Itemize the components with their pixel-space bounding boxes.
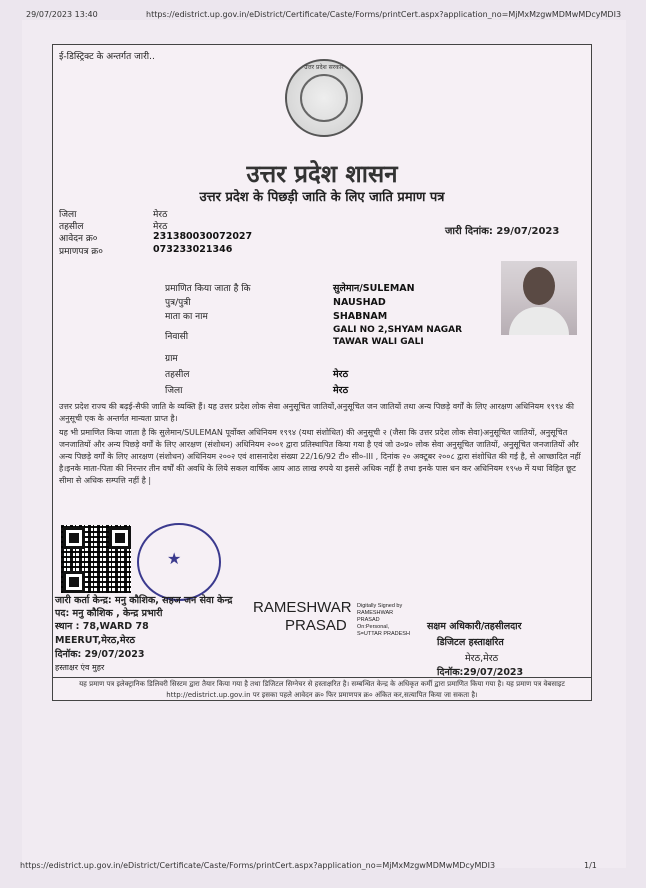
- application-no-label: आवेदन क्र०: [59, 234, 98, 244]
- district-detail-value: मेरठ: [333, 385, 349, 396]
- certificate: [52, 44, 592, 701]
- eligibility-paragraph: यह भी प्रमाणित किया जाता है कि सुलेमान/SULEMAN पूर्वोक्त अधिनियम १९९४ (यथा संशोधित) की अनुसूची २ (जैसा कि उत्तर प्रदेश लोक सेवा)अनुसूचित जातियों, अनुसूचित जनजातियों और अन्य पिछड़े वर्गों के लिए आरक्षण (संशोधन) अधिनियम २००१ द्वारा प्रतिस्थापित किया गया है एवं जो उ०प्र० लोक सेवा अनुसूचित जातियों, अनुसूचित जनजातियों और अन्य पिछड़े वर्गों के लिए आरक्षण (संशोधन) अधिनियम २००२ एवं शासनादेश संख्या 22/16/92 टी० सी०-III , दिनांक २० अक्टूबर २००८ द्वारा संशोधित की गई है, से आच्छादित नहीं है।इनके माता-पिता की निरन्तर तीन वर्षों की अवधि के लिये सकल वार्षिक आय आठ लाख रुपये या इससे अधिक नहीं है तथा इनके पास धन कर अधिनियम १९५७ में यथा विहित छूट सीमा से अधिक सम्पत्ति नहीं है |: [59, 428, 581, 485]
- up-government-emblem-icon: उत्तर प्रदेश सरकार: [285, 59, 363, 137]
- issuer-post: पद: मनु कौशिक , केन्द्र प्रभारी: [55, 608, 163, 619]
- tehsil-detail-label: तहसील: [165, 370, 190, 380]
- certificate-subtitle: उत्तर प्रदेश के पिछड़ी जाति के लिए जाति प्रमाण पत्र: [199, 190, 445, 205]
- father-label: पुत्र/पुत्री: [165, 298, 191, 308]
- print-datetime: 29/07/2023 13:40: [26, 10, 98, 19]
- verification-qr-code: [61, 525, 131, 593]
- tehsil-label: तहसील: [59, 222, 84, 232]
- digital-signer-name-1: RAMESHWAR: [253, 599, 352, 616]
- issuer-place: स्थान : 78,WARD 78: [55, 621, 149, 632]
- tehsil-value: मेरठ: [153, 222, 168, 232]
- scanned-paper: [22, 20, 626, 868]
- issued-under-note: ई-डिस्ट्रिक्ट के अन्तर्गत जारी..: [59, 52, 155, 62]
- officer-digital-sign: डिजिटल हस्ताक्षरित: [437, 637, 504, 648]
- officer-place: मेरठ,मेरठ: [465, 653, 499, 664]
- verification-footer-note: यह प्रमाण पत्र इलेक्ट्रानिक डिलिवरी सिस्टम द्वारा तैयार किया गया है तथा डिजिटल सिग्नेचर से हस्ताक्षरित है। सम्बन्धित केन्द्र के अधिकृत कर्मी द्वारा प्रमाणित किया गया है। यह प्रमाण पत्र वेबसाइट http://edistrict.up.gov.in पर इसका पहले आवेदन क्र० फिर प्रमाणपत्र क्र० अंकित कर,सत्यापित किया जा सकता है।: [79, 680, 565, 699]
- district-detail-label: जिला: [165, 386, 183, 396]
- district-label: जिला: [59, 210, 77, 220]
- issuing-center: जारी कर्ता केन्द्र: मनु कौशिक, सहज जन सेवा केन्द्र: [55, 595, 233, 606]
- holder-name: सुलेमान/SULEMAN: [333, 283, 415, 294]
- address-label: निवासी: [165, 332, 189, 342]
- village-label: ग्राम: [165, 354, 178, 364]
- caste-paragraph: उत्तर प्रदेश राज्य की बढ़ई-सैफी जाति के व्यक्ति हैं। यह उत्तर प्रदेश लोक सेवा अनुसूचित जातियों,अनुसूचित जन जातियों तथा अन्य पिछड़े वर्गों के लिए आरक्षण अधिनियम १९९४ की अनुसूची एक के अन्तर्गत मान्यता प्राप्त है।: [59, 402, 574, 423]
- digital-signature-details: Digitally Signed by RAMESHWAR PRASAD On:Personal, S=UTTAR PRADESH: [357, 603, 410, 637]
- district-value: मेरठ: [153, 210, 168, 220]
- digital-signer-name-2: PRASAD: [285, 617, 347, 634]
- officer-title: सक्षम अधिकारी/तहसीलदार: [427, 621, 522, 632]
- issuer-city: MEERUT,मेरठ,मेरठ: [55, 635, 135, 646]
- father-name: NAUSHAD: [333, 297, 386, 308]
- mother-label: माता का नाम: [165, 312, 208, 322]
- certificate-no-label: प्रमाणपत्र क्र०: [59, 247, 103, 257]
- issue-date: जारी दिनांक: 29/07/2023: [445, 226, 560, 237]
- certify-label: प्रमाणित किया जाता है कि: [165, 284, 251, 294]
- application-no-value: 231380030072027: [153, 231, 253, 242]
- print-url: https://edistrict.up.gov.in/eDistrict/Certificate/Caste/Forms/printCert.aspx?application_no=MjMxMzgwMDMwMDcyMDI3: [146, 10, 622, 19]
- issuing-center-seal-stamp: ★: [137, 523, 221, 601]
- officer-date: दिनॉक:29/07/2023: [437, 667, 524, 678]
- tehsil-detail-value: मेरठ: [333, 369, 349, 380]
- signature-seal-label: हस्ताक्षर एंव मुहर: [55, 663, 105, 672]
- address-line-2: TAWAR WALI GALI: [333, 337, 424, 347]
- certificate-title: उत्तर प्रदेश शासन: [246, 159, 398, 188]
- issuer-date: दिनॉक: 29/07/2023: [55, 649, 145, 660]
- certificate-no-value: 073233021346: [153, 244, 233, 255]
- print-page-number: 1/1: [584, 861, 597, 870]
- holder-photo: [501, 261, 577, 335]
- address-line-1: GALI NO 2,SHYAM NAGAR: [333, 325, 463, 335]
- mother-name: SHABNAM: [333, 311, 388, 322]
- print-footer-url: https://edistrict.up.gov.in/eDistrict/Certificate/Caste/Forms/printCert.aspx?application_no=MjMxMzgwMDMwMDcyMDI3: [20, 861, 496, 870]
